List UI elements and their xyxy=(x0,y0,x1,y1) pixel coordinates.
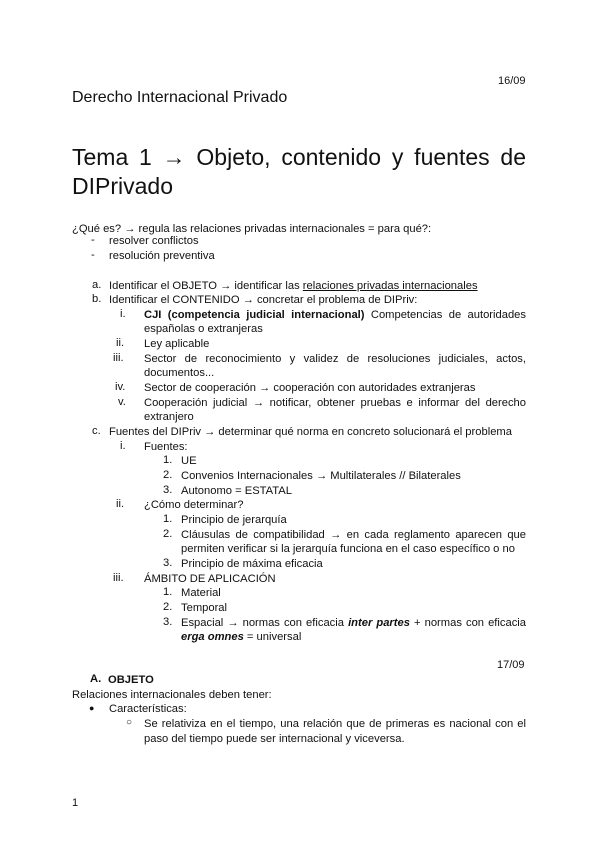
number-marker: 1. xyxy=(163,513,173,525)
number-marker: 3. xyxy=(163,484,173,496)
list-item-a-underlined: relaciones privadas internacionales xyxy=(302,280,478,292)
number-marker: 3. xyxy=(163,557,173,569)
date-label: 16/09 xyxy=(498,75,526,87)
list-item-c-iii-3-line2 xyxy=(181,630,301,645)
date-label-2: 17/09 xyxy=(497,659,525,671)
list-marker-c: c. xyxy=(92,425,101,437)
list-item-c-i-2: Convenios Internacionales → Multilaterales // Bilaterales xyxy=(181,470,461,482)
list-item-c-iii: ÁMBITO DE APLICACIÓN xyxy=(144,573,276,585)
list-item-c-i-3: Autonomo = ESTATAL xyxy=(181,485,292,497)
list-item-b-i-line2: españolas o extranjeras xyxy=(144,323,263,335)
dash-marker: - xyxy=(91,249,95,261)
list-item-c-iii-2: Temporal xyxy=(181,602,228,614)
list-item-a-text: Identificar el OBJETO → identificar las xyxy=(109,280,303,292)
list-item-c-i: Fuentes: xyxy=(144,441,188,453)
list-item-b-i xyxy=(144,308,526,323)
cji-rest: Competencias de autoridades xyxy=(370,309,526,321)
list-item-b-v xyxy=(144,396,526,411)
section-title: OBJETO xyxy=(108,674,154,686)
roman-marker: ii. xyxy=(116,337,125,349)
number-marker: 2. xyxy=(163,528,173,540)
subject-title: Derecho Internacional Privado xyxy=(72,89,288,106)
tema-heading xyxy=(72,144,526,171)
list-marker-b: b. xyxy=(92,293,102,305)
list-item-b-iii-line2: documentos... xyxy=(144,367,215,379)
sub-bullet-line2: paso del tiempo puede ser internacional y viceversa. xyxy=(144,733,405,745)
number-marker: 3. xyxy=(163,616,173,628)
espacial-text: Espacial → normas con eficacia xyxy=(181,617,349,629)
list-item-c: Fuentes del DIPriv → determinar qué norma en concreto solucionará el problema xyxy=(109,426,512,438)
number-marker: 2. xyxy=(163,469,173,481)
list-item-c-ii-1: Principio de jerarquía xyxy=(181,514,287,526)
sub-bullet-item xyxy=(144,717,526,732)
list-item-c-iii-3 xyxy=(181,616,526,631)
list-marker-a: a. xyxy=(92,279,102,291)
circle-bullet-icon: ○ xyxy=(126,717,133,728)
list-item-a xyxy=(109,279,478,294)
list-item-c-ii-3: Principio de máxima eficacia xyxy=(181,558,323,570)
roman-marker: iv. xyxy=(115,381,126,393)
roman-marker: iii. xyxy=(113,352,124,364)
roman-marker: v. xyxy=(118,396,126,408)
list-item-b: Identificar el CONTENIDO → concretar el problema de DIPriv: xyxy=(109,294,418,306)
list-item-b-iv: Sector de cooperación → cooperación con autoridades extranjeras xyxy=(144,382,476,394)
dash-item-1: resolver conflictos xyxy=(109,235,199,247)
number-marker: 2. xyxy=(163,601,173,613)
list-item-c-ii: ¿Cómo determinar? xyxy=(144,499,244,511)
list-item-b-v-line2: extranjero xyxy=(144,411,194,423)
espacial-text-2: + normas con eficacia xyxy=(409,617,527,629)
page-number: 1 xyxy=(72,797,79,809)
list-item-c-ii-2 xyxy=(181,528,526,543)
section-intro: Relaciones internacionales deben tener: xyxy=(72,689,272,701)
erga-omnes: erga omnes xyxy=(181,631,244,643)
inter-partes: inter partes xyxy=(348,617,410,629)
list-item-b-ii: Ley aplicable xyxy=(144,338,210,350)
number-marker: 1. xyxy=(163,586,173,598)
section-marker: A. xyxy=(90,673,102,685)
list-item-b-v-line1: Cooperación judicial → notificar, obtener pruebas e informar del derecho xyxy=(144,397,526,409)
roman-marker: i. xyxy=(120,308,126,320)
bullet-icon: ● xyxy=(89,703,95,713)
list-item-b-iii-line1: Sector de reconocimiento y validez de resoluciones judiciales, actos, xyxy=(144,353,526,365)
cji-bold: CJI (competencia judicial internacional) xyxy=(144,309,365,321)
universal-text: = universal xyxy=(243,631,302,643)
roman-marker: iii. xyxy=(113,572,124,584)
bullet-item: Características: xyxy=(109,703,187,715)
list-item-b-iii xyxy=(144,352,526,367)
list-item-c-iii-1: Material xyxy=(181,587,221,599)
dash-marker: - xyxy=(91,234,95,246)
dash-item-2: resolución preventiva xyxy=(109,250,215,262)
tema-line-1: Tema 1 → Objeto, contenido y fuentes de xyxy=(72,144,526,170)
list-item-c-ii-2-line2: permiten verificar si la jerarquía funciona en el caso específico o no xyxy=(181,543,515,555)
roman-marker: i. xyxy=(120,440,126,452)
list-item-c-i-1: UE xyxy=(181,455,197,467)
number-marker: 1. xyxy=(163,454,173,466)
list-item-c-ii-2-line1: Cláusulas de compatibilidad → en cada reglamento aparecen que xyxy=(181,529,526,541)
roman-marker: ii. xyxy=(116,498,125,510)
intro-question: ¿Qué es? → regula las relaciones privadas internacionales = para qué?: xyxy=(72,223,432,235)
tema-line-2: DIPrivado xyxy=(72,173,173,199)
sub-bullet-line1: Se relativiza en el tiempo, una relación que de primeras es nacional con el xyxy=(144,718,526,730)
